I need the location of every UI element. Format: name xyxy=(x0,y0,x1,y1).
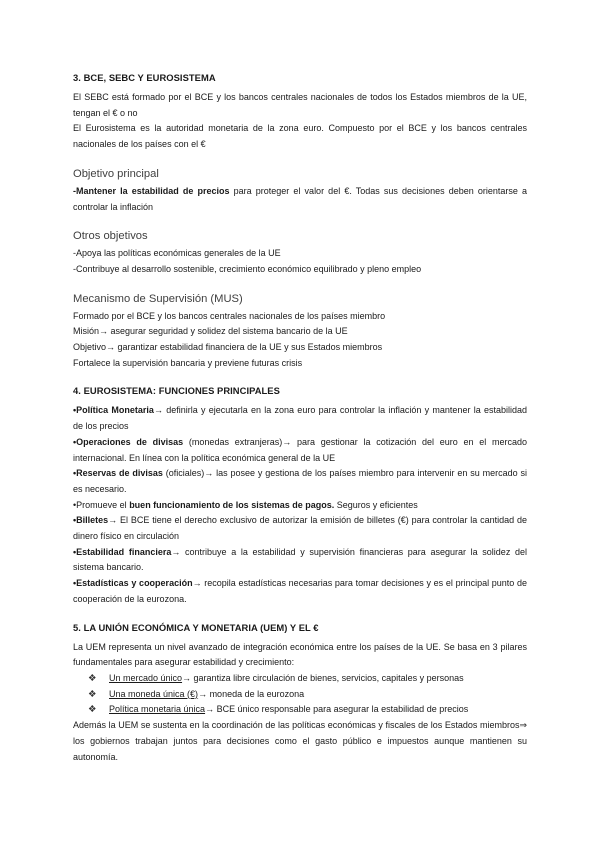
objetivo-principal-bold: -Mantener la estabilidad de precios xyxy=(73,185,230,196)
objetivo-principal-paragraph xyxy=(73,184,527,215)
funcion-item-bold: •Operaciones de divisas xyxy=(73,436,184,447)
funcion-item-prefix: •Promueve el xyxy=(73,499,130,510)
pilar-item-underlined: Un mercado único xyxy=(109,672,183,683)
mus-line: Formado por el BCE y los bancos centrales nacionales de los países miembro xyxy=(73,310,386,321)
mus-line: Misión→ asegurar seguridad y solidez del sistema bancario de la UE xyxy=(73,326,348,337)
pilar-item-text: → garantiza libre circulación de bienes, servicios, capitales y personas xyxy=(182,672,464,683)
funcion-item xyxy=(73,403,527,434)
section-5-heading: 5. LA UNIÓN ECONÓMICA Y MONETARIA (UEM) Y EL € xyxy=(73,621,319,633)
funcion-item xyxy=(73,498,527,514)
funcion-item-bold: •Estadísticas y cooperación xyxy=(73,578,193,589)
otros-objetivo-item: -Apoya las políticas económicas generales de la UE xyxy=(73,248,281,259)
pilar-item xyxy=(73,687,527,703)
pilar-item-underlined: Una moneda única (€) xyxy=(109,688,199,699)
pilar-item-text: → moneda de la eurozona xyxy=(198,688,305,699)
funcion-item-text: (monedas extranjeras)→ para gestionar la cotización del euro en el mercado internacional. En línea con la política económica general de la UE xyxy=(73,436,527,463)
document-page xyxy=(73,72,527,765)
sebc-paragraph: El SEBC está formado por el BCE y los bancos centrales nacionales de todos los Estados miembros de la UE, tengan el € o no xyxy=(73,92,527,118)
funcion-item xyxy=(73,545,527,576)
funcion-item-bold: •Reservas de divisas xyxy=(73,468,163,479)
diamond-bullet-icon: ❖ xyxy=(88,672,97,684)
eurosistema-paragraph: El Eurosistema es la autoridad monetaria de la zona euro. Compuesto por el BCE y los bancos centrales nacionales de los países con el € xyxy=(73,123,527,150)
otros-objetivos-heading: Otros objetivos xyxy=(73,230,148,243)
funcion-item xyxy=(73,435,527,466)
pilar-item xyxy=(73,702,527,718)
funcion-item-text: Seguros y eficientes xyxy=(334,499,418,510)
objetivo-principal-heading: Objetivo principal xyxy=(73,167,159,180)
objetivo-principal-rest: para proteger el valor del €. Todas sus decisiones deben orientarse a controlar la inflación xyxy=(73,185,527,212)
funcion-item xyxy=(73,576,527,607)
mus-line: Fortalece la supervisión bancaria y previene futuras crisis xyxy=(73,357,303,368)
uem-closing-paragraph: Además la UEM se sustenta en la coordinación de las políticas económicas y fiscales de los Estados miembros⇒ los gobiernos trabajan juntos para decisiones como el gasto público e impuestos aunque mantienen su autonomía. xyxy=(73,720,527,762)
funcion-item xyxy=(73,513,527,544)
funcion-item-bold: •Billetes xyxy=(73,515,109,526)
pilar-item-underlined: Política monetaria única xyxy=(109,704,206,715)
mus-heading: Mecanismo de Supervisión (MUS) xyxy=(73,292,243,305)
funcion-item-text: (oficiales)→ las posee y gestiona de los países miembro para intervenir en su mercado si es necesario. xyxy=(73,468,527,494)
pilar-item xyxy=(73,671,527,687)
section-4-heading: 4. EUROSISTEMA: FUNCIONES PRINCIPALES xyxy=(73,385,280,397)
pilar-item-text: → BCE único responsable para asegurar la estabilidad de precios xyxy=(205,704,469,715)
funcion-item-bold: •Estabilidad financiera xyxy=(73,546,172,557)
mus-line: Objetivo→ garantizar estabilidad financiera de la UE y sus Estados miembros xyxy=(73,342,383,353)
funcion-item-bold: •Política Monetaria xyxy=(73,405,154,416)
funcion-item-text: → definirla y ejecutarla en la zona euro para controlar la inflación y mantener la estabilidad de los precios xyxy=(73,405,527,432)
section-3-heading: 3. BCE, SEBC Y EUROSISTEMA xyxy=(73,72,216,83)
diamond-bullet-icon: ❖ xyxy=(88,688,97,700)
diamond-bullet-icon: ❖ xyxy=(88,704,97,716)
otros-objetivo-item: -Contribuye al desarrollo sostenible, crecimiento económico equilibrado y pleno empleo xyxy=(73,263,422,274)
funcion-item-text: → recopila estadísticas necesarias para tomar decisiones y es el principal punto de cooperación de la eurozona. xyxy=(73,578,527,604)
funcion-item xyxy=(73,466,527,497)
funcion-item-text: → El BCE tiene el derecho exclusivo de autorizar la emisión de billetes (€) para controlar la cantidad de dinero físico en circulación xyxy=(73,515,527,542)
uem-intro-paragraph: La UEM representa un nivel avanzado de integración económica entre los países de la UE. Se basa en 3 pilares fundamentales para asegurar estabilidad y crecimiento: xyxy=(73,641,527,668)
funcion-item-bold: buen funcionamiento de los sistemas de pagos. xyxy=(129,499,335,510)
funcion-item-text: → contribuye a la estabilidad y supervisión financieras para asegurar la solidez del sistema bancario. xyxy=(73,546,527,573)
